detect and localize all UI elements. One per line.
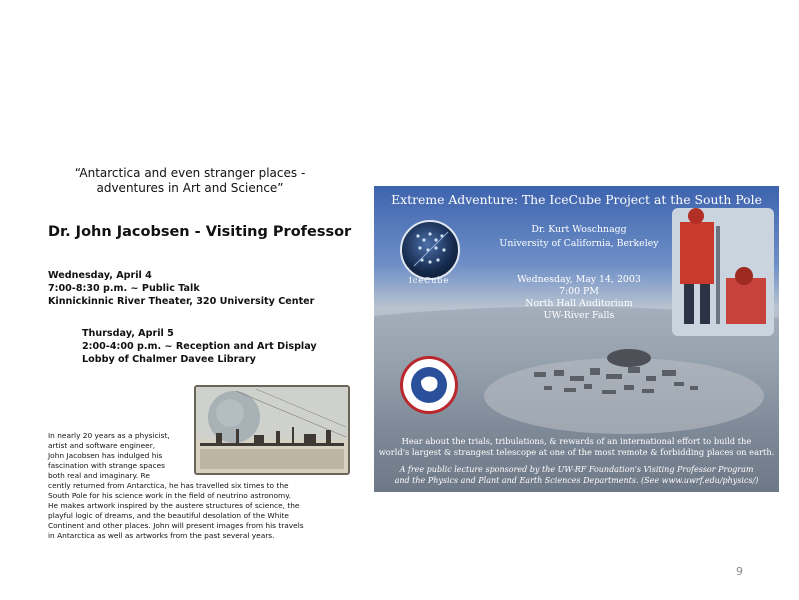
icecube-logo [400,220,460,280]
lecture-title-line2: adventures in Art and Science” [96,181,284,195]
bio-line: He makes artwork inspired by the austere structures of science, the [48,501,300,510]
page-number: 9 [736,565,743,578]
bio-line: cently returned from Antarctica, he has travelled six times to the [48,481,289,490]
bio-continued [48,481,334,541]
bio-line: playful logic of dreams, and the beautiful desolation of the White [48,511,289,520]
icecube-logo-text: IceCube [408,276,450,285]
speaker-heading: Dr. John Jacobsen - Visiting Professor [48,224,352,240]
bio-line: John Jacobsen has indulged his [48,451,163,460]
event2-place: Lobby of Chalmer Davee Library [82,354,256,365]
poster-affiliation: University of California, Berkeley [499,238,659,249]
event1-place: Kinnickinnic River Theater, 320 University Center [48,296,315,307]
poster-title: Extreme Adventure: The IceCube Project at the South Pole [391,192,762,207]
poster-time: 7:00 PM [559,286,599,297]
bio-line: Continent and other places. John will present images from his travels [48,521,304,530]
bio-line: both real and imaginary. Re [48,471,150,480]
poster-blurb-line2: world's largest & strangest telescope at one of the most remote & forbidding places on earth. [378,447,775,457]
poster-date: Wednesday, May 14, 2003 [517,274,641,285]
event1-date: Wednesday, April 4 [48,270,152,281]
event2-date: Thursday, April 5 [82,328,174,339]
bio-line: South Pole for his science work in the field of neutrino astronomy. [48,491,291,500]
bio-line: fascination with strange spaces [48,461,165,470]
event2-time: 2:00-4:00 p.m. ~ Reception and Art Display [82,341,317,352]
bio-line: in Antarctica as well as artworks from the past several years. [48,531,275,540]
artwork-image [194,385,350,475]
poster-venue: North Hall Auditorium [525,298,633,309]
lecture-title-line1: “Antarctica and even stranger places - [74,166,306,180]
bio-line: artist and software engineer, [48,441,156,450]
bio-intro [48,431,194,481]
event1-time: 7:00-8:30 p.m. ~ Public Talk [48,283,200,294]
event-reception [82,327,317,366]
lecture-title [60,166,320,196]
poster-sponsor-line1: A free public lecture sponsored by the UW-RF Foundation's Visiting Professor Program [399,465,754,474]
icecube-poster [374,186,779,492]
antarctic-program-seal [400,356,458,414]
bio-line: In nearly 20 years as a physicist, [48,431,170,440]
event-public-talk [48,269,314,308]
poster-venue-campus: UW-River Falls [543,310,615,321]
poster-speaker: Dr. Kurt Woschnagg [531,224,627,235]
poster-blurb-line1: Hear about the trials, tribulations, & rewards of an international effort to build the [401,436,752,446]
poster-sponsor-line2: and the Physics and Plant and Earth Sciences Departments. (See www.uwrf.edu/physics/) [394,476,759,485]
